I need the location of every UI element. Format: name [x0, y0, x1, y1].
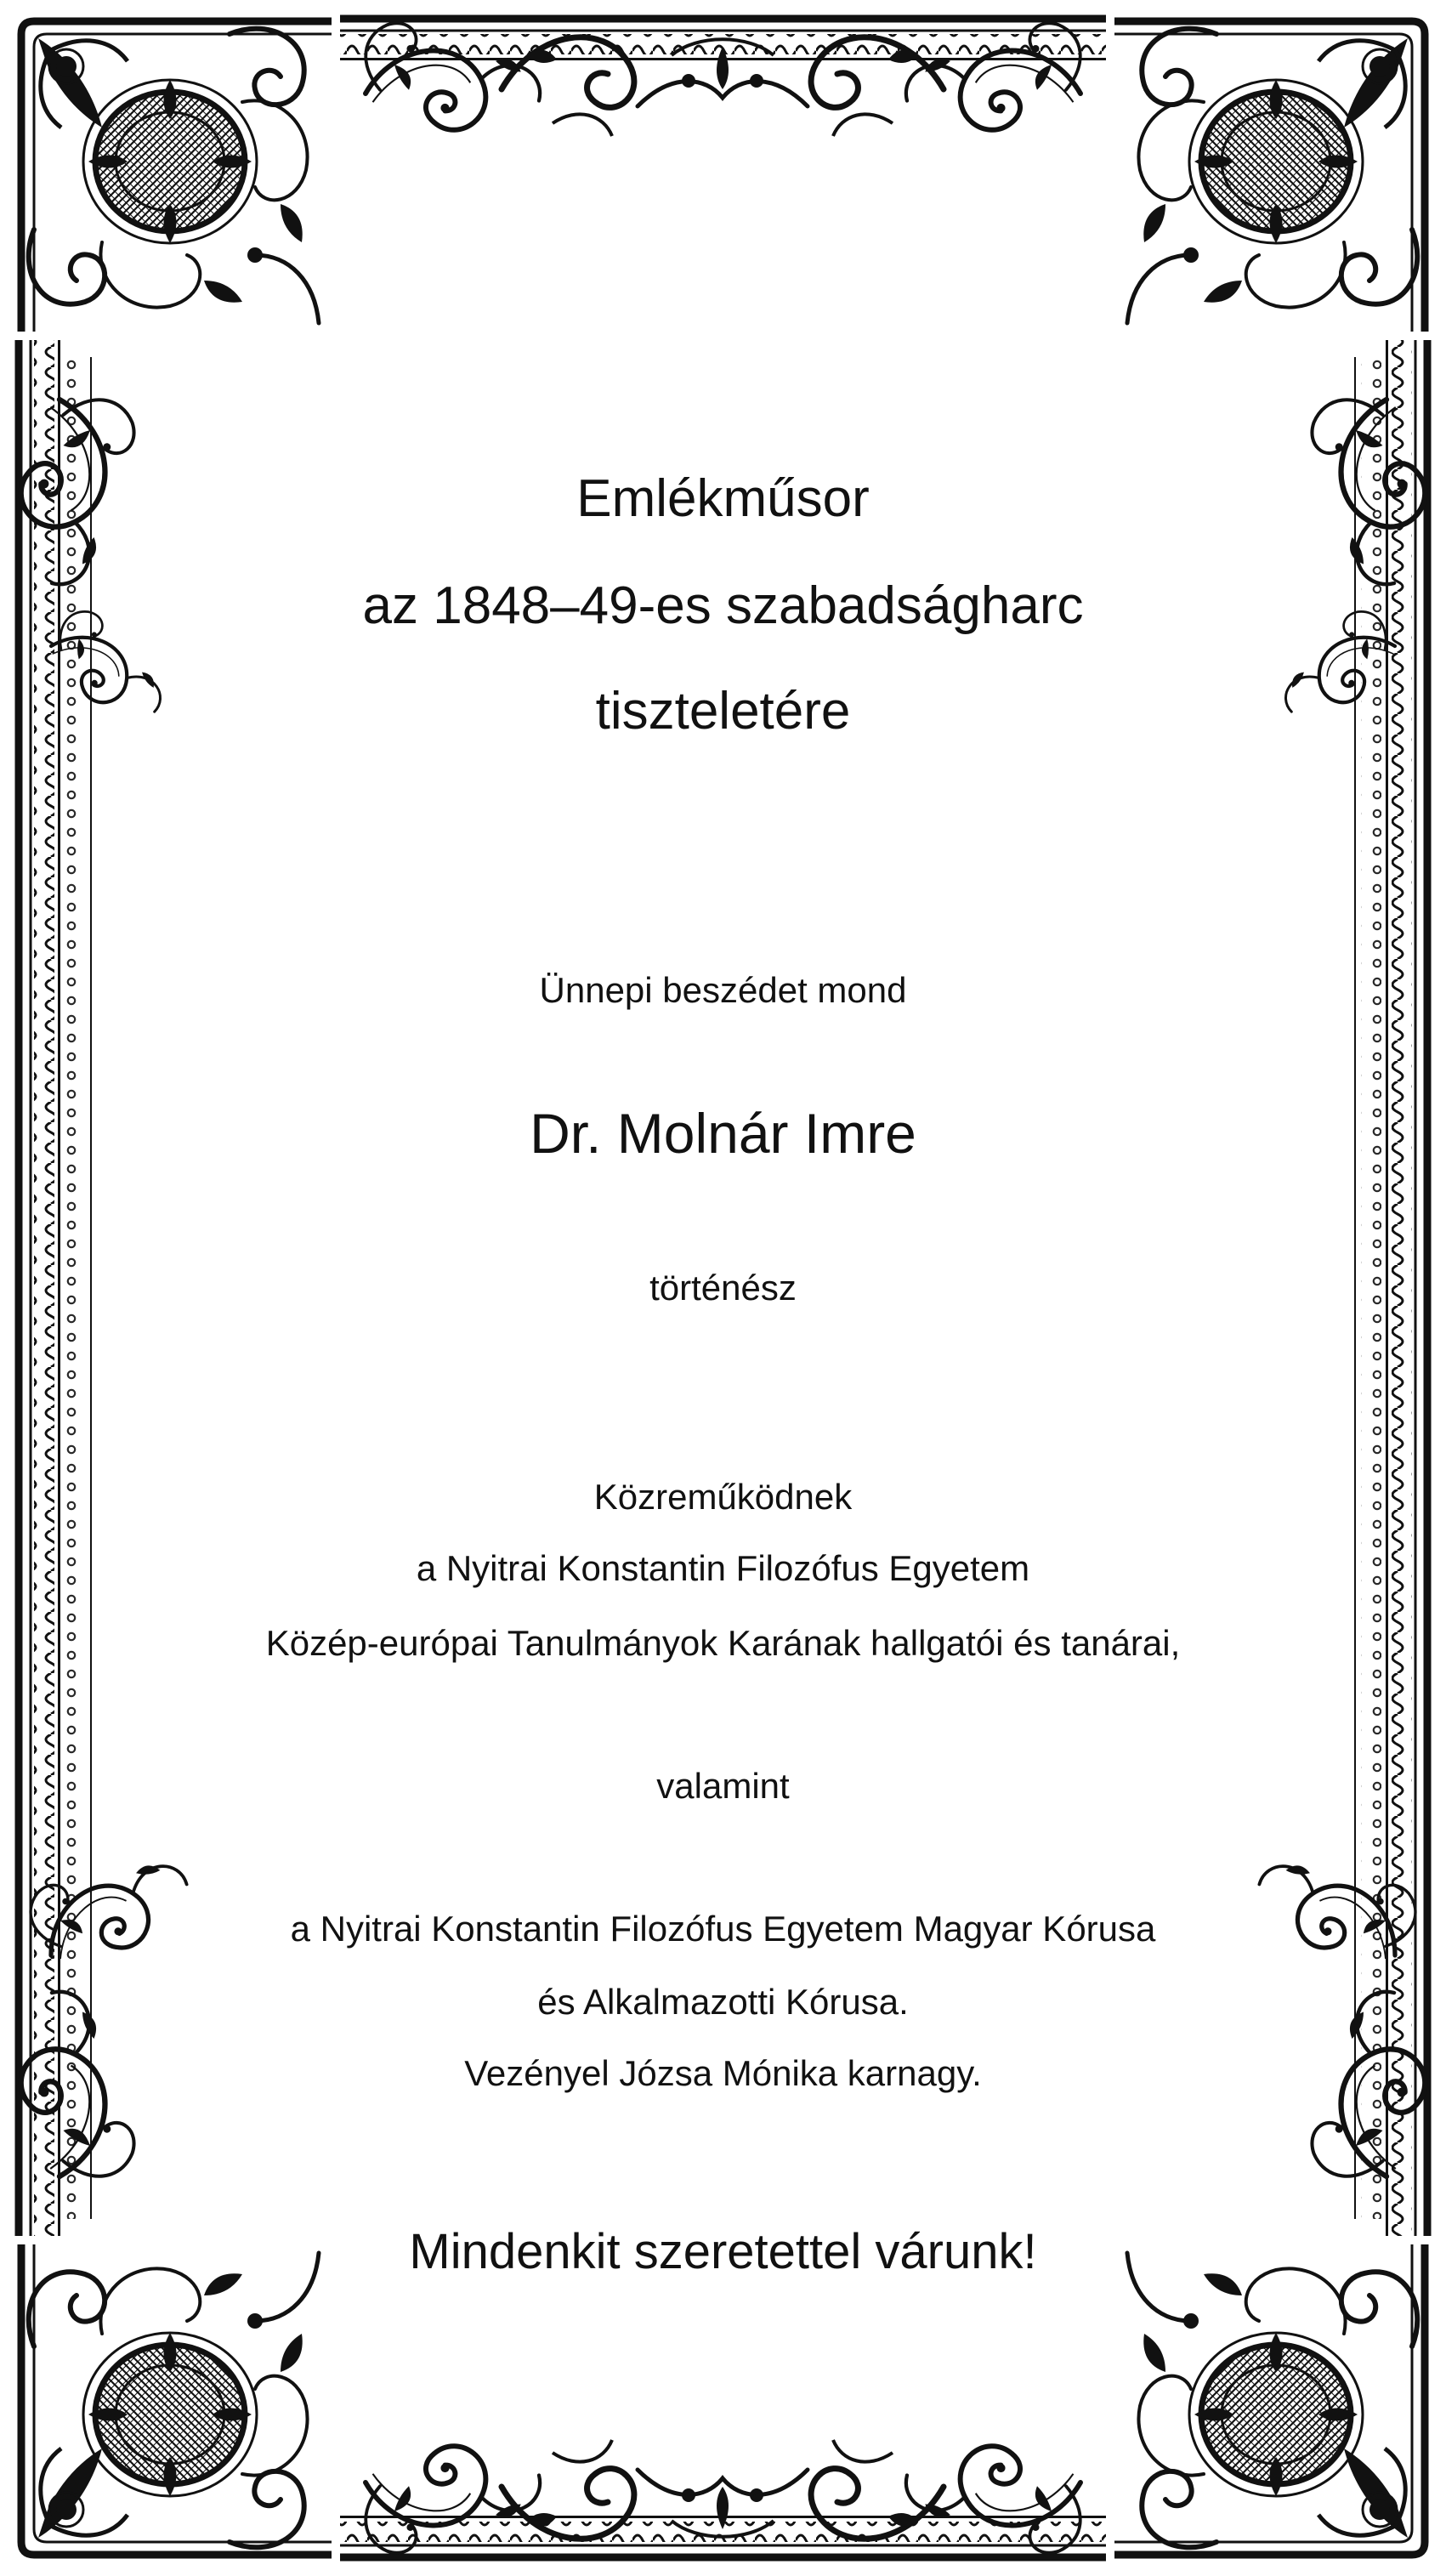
- title-line-3: tiszteletére: [595, 682, 851, 740]
- conductor: Vezényel Józsa Mónika karnagy.: [464, 2053, 982, 2093]
- closing-message: Mindenkit szeretettel várunk!: [409, 2224, 1037, 2279]
- conjunction: valamint: [656, 1766, 790, 1806]
- choir-line-1: a Nyitrai Konstantin Filozófus Egyetem Magyar Kórusa: [290, 1909, 1156, 1949]
- choir-line-2: és Alkalmazotti Kórusa.: [537, 1982, 909, 2022]
- contributors-line-1: a Nyitrai Konstantin Filozófus Egyetem: [416, 1548, 1030, 1588]
- title-line-2: az 1848–49-es szabadságharc: [362, 576, 1084, 635]
- contributors-line-2: Közép-európai Tanulmányok Karának hallgatói és tanárai,: [265, 1623, 1181, 1663]
- speaker-role: történész: [649, 1268, 797, 1308]
- speaker-name: Dr. Molnár Imre: [530, 1102, 916, 1165]
- speech-intro: Ünnepi beszédet mond: [539, 970, 907, 1010]
- contributors-intro: Közreműködnek: [593, 1477, 853, 1517]
- title-line-1: Emlékműsor: [576, 469, 870, 528]
